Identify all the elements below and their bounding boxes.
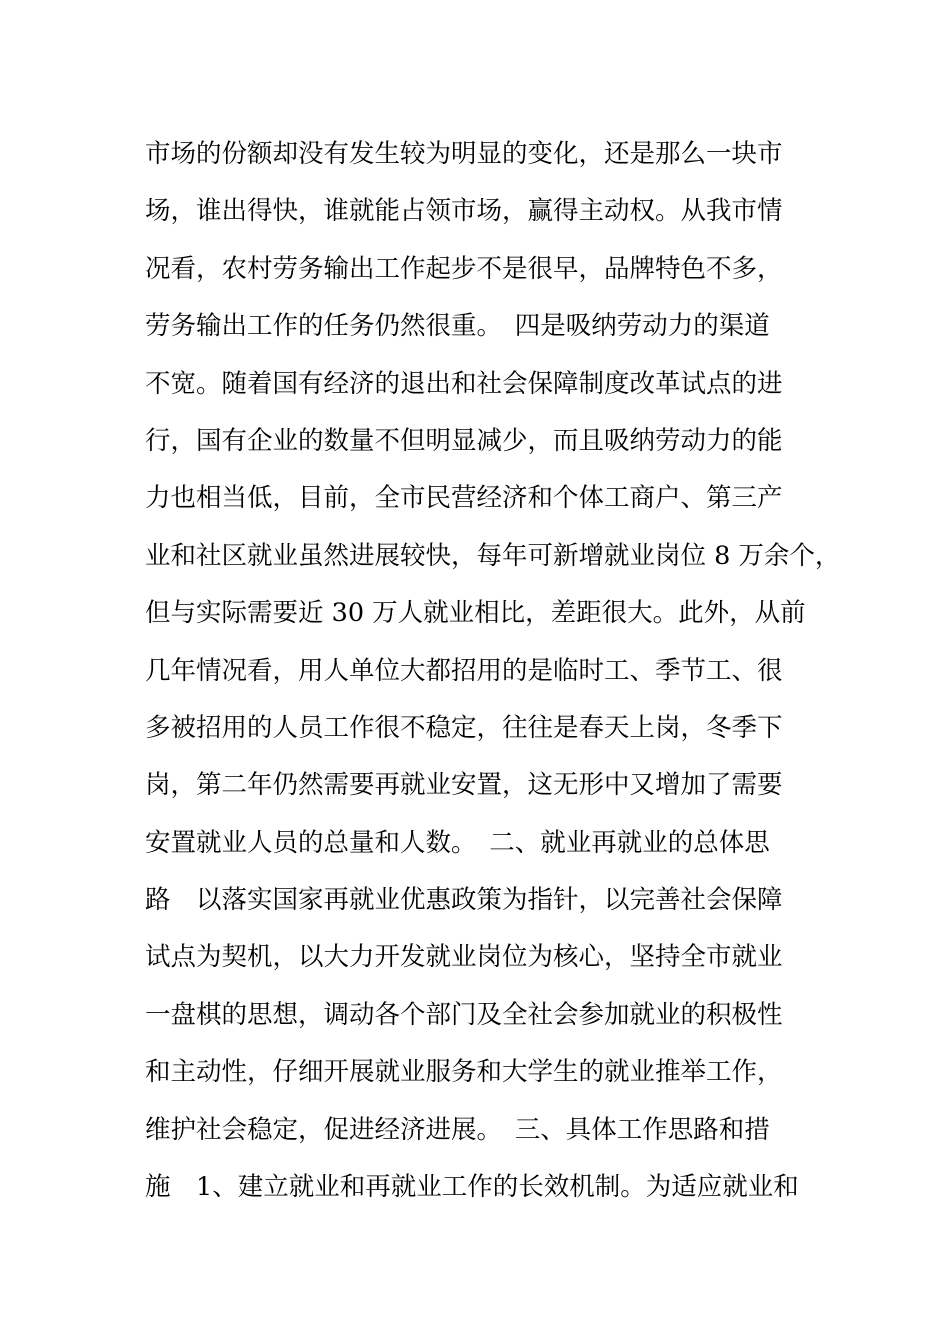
text-line: 施 1、建立就业和再就业工作的长效机制。为适应就业和	[145, 1172, 799, 1203]
text-line: 和主动性，仔细开展就业服务和大学生的就业推举工作，	[145, 1057, 783, 1088]
text-line: 劳务输出工作的任务仍然很重。 四是吸纳劳动力的渠道	[145, 311, 770, 342]
text-line: 场，谁出得快，谁就能占领市场，赢得主动权。从我市情	[145, 196, 783, 227]
text-line: 路 以落实国家再就业优惠政策为指针，以完善社会保障	[145, 885, 783, 916]
text-line: 但与实际需要近 30 万人就业相比，差距很大。此外，从前	[145, 598, 806, 629]
text-line: 几年情况看，用人单位大都招用的是临时工、季节工、很	[145, 655, 783, 686]
text-line: 维护社会稳定，促进经济进展。 三、具体工作思路和措	[145, 1114, 770, 1145]
text-line: 况看，农村劳务输出工作起步不是很早，品牌特色不多，	[145, 253, 783, 284]
document-body-text	[145, 126, 845, 1216]
text-line: 业和社区就业虽然进展较快，每年可新增就业岗位 8 万余个，	[145, 540, 841, 571]
text-line: 多被招用的人员工作很不稳定，往往是春天上岗，冬季下	[145, 712, 783, 743]
text-line: 市场的份额却没有发生较为明显的变化，还是那么一块市	[145, 139, 783, 169]
text-line: 试点为契机，以大力开发就业岗位为核心，坚持全市就业	[145, 942, 783, 973]
text-line: 一盘棋的思想，调动各个部门及全社会参加就业的积极性	[145, 999, 783, 1030]
text-line: 不宽。随着国有经济的退出和社会保障制度改革试点的进	[145, 368, 783, 399]
text-line: 安置就业人员的总量和人数。 二、就业再就业的总体思	[145, 827, 770, 858]
text-line: 力也相当低，目前，全市民营经济和个体工商户、第三产	[145, 483, 783, 514]
text-line: 岗，第二年仍然需要再就业安置，这无形中又增加了需要	[145, 770, 783, 801]
text-line: 行，国有企业的数量不但明显减少，而且吸纳劳动力的能	[145, 425, 783, 456]
